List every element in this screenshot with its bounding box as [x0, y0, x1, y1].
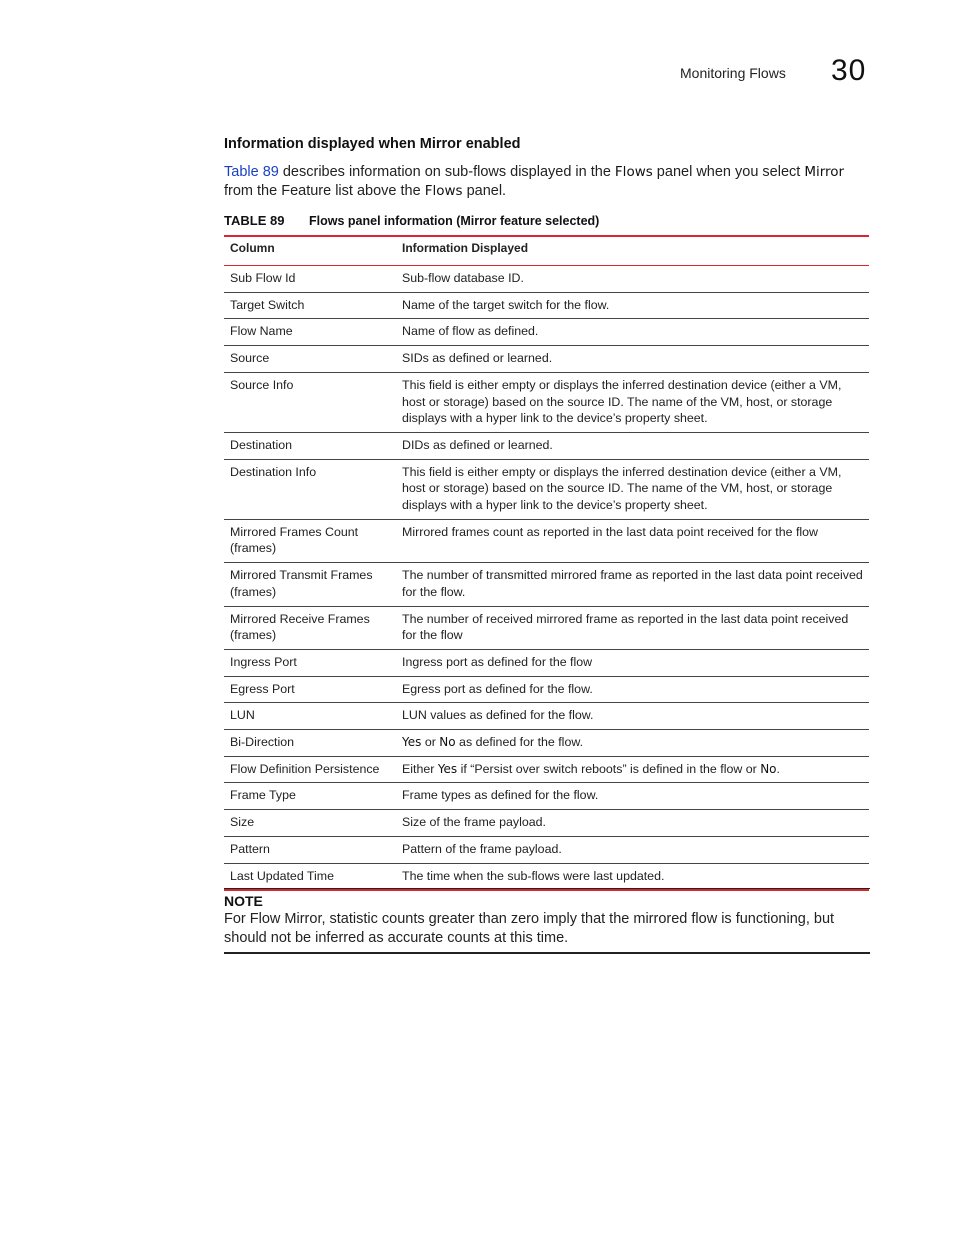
table-row — [224, 783, 869, 810]
cell-text: as defined for the flow. — [455, 735, 584, 750]
table-cell: Size — [224, 810, 396, 837]
intro-paragraph — [224, 163, 870, 201]
table-cell — [396, 756, 869, 783]
table-row — [224, 372, 869, 432]
table-row — [224, 730, 869, 757]
table-row — [224, 432, 869, 459]
table-row — [224, 346, 869, 373]
table-cell: Pattern of the frame payload. — [396, 836, 869, 863]
table-row — [224, 810, 869, 837]
chapter-number: 30 — [831, 54, 867, 87]
table-cell: The number of transmitted mirrored frame as reported in the last data point received for the flow. — [396, 563, 869, 606]
ui-term-flows: Flows — [614, 164, 653, 180]
table-label: TABLE 89 — [224, 213, 285, 228]
table-cell: Mirrored Receive Frames (frames) — [224, 606, 396, 649]
table-row — [224, 703, 869, 730]
table-cell: Mirrored Transmit Frames (frames) — [224, 563, 396, 606]
table-caption — [224, 213, 870, 228]
ui-term-yes: Yes — [437, 761, 458, 776]
table-cell: Flow Definition Persistence — [224, 756, 396, 783]
table-cell: Destination Info — [224, 459, 396, 519]
cell-text: Either — [402, 761, 438, 776]
ui-term-mirror: Mirror — [804, 164, 845, 180]
table-cell: Size of the frame payload. — [396, 810, 869, 837]
table-cell: Pattern — [224, 836, 396, 863]
table-row — [224, 459, 869, 519]
table-cell: LUN values as defined for the flow. — [396, 703, 869, 730]
ui-term-flows: Flows — [424, 183, 463, 199]
table-row — [224, 756, 869, 783]
table-cell: Bi-Direction — [224, 730, 396, 757]
ui-term-no: No — [439, 735, 456, 750]
cell-text: or — [421, 735, 440, 750]
table-row — [224, 863, 869, 890]
table-row — [224, 266, 869, 293]
section-heading: Information displayed when Mirror enabled — [224, 136, 521, 152]
table-cell: Last Updated Time — [230, 868, 335, 883]
table-row — [224, 649, 869, 676]
table-row — [224, 676, 869, 703]
ui-term-no: No — [760, 761, 777, 776]
table-cell: Target Switch — [224, 292, 396, 319]
table-row — [224, 519, 869, 562]
table-cell: Mirrored Frames Count (frames) — [224, 519, 396, 562]
cell-text: . — [776, 761, 780, 776]
table-cell: The time when the sub-flows were last updated. — [402, 868, 665, 883]
table-row — [224, 292, 869, 319]
table-cell: This field is either empty or displays the inferred destination device (either a VM, host or storage) based on the source ID. The name of the VM, host, or storage displays with a hyper link to the device’s property sheet. — [396, 372, 869, 432]
note-label: NOTE — [224, 893, 263, 909]
ui-term-yes: Yes — [402, 735, 422, 750]
table-header-row — [224, 236, 869, 266]
table-cell: The number of received mirrored frame as reported in the last data point received for the flow — [396, 606, 869, 649]
column-header: Information Displayed — [396, 236, 869, 266]
table-row — [224, 606, 869, 649]
intro-text: panel. — [462, 183, 507, 199]
table-cell: LUN — [224, 703, 396, 730]
table-cell: Name of the target switch for the flow. — [396, 292, 869, 319]
table-cell: Destination — [224, 432, 396, 459]
flows-info-table — [224, 235, 869, 891]
table-cell: Ingress Port — [224, 649, 396, 676]
note-box — [224, 888, 870, 954]
table-row — [224, 319, 869, 346]
cell-text: if “Persist over switch reboots” is defined in the flow or — [457, 761, 761, 776]
table-cell — [396, 730, 869, 757]
running-header: Monitoring Flows — [680, 65, 786, 81]
intro-text: from the Feature list above the — [224, 183, 425, 199]
table-reference-link[interactable]: Table 89 — [224, 164, 279, 180]
table-row — [224, 836, 869, 863]
column-header: Column — [224, 236, 396, 266]
table-cell: Name of flow as defined. — [396, 319, 869, 346]
table-cell: SIDs as defined or learned. — [396, 346, 869, 373]
table-row — [224, 563, 869, 606]
table-cell: Sub Flow Id — [224, 266, 396, 293]
table-cell: Frame types as defined for the flow. — [396, 783, 869, 810]
table-caption-text: Flows panel information (Mirror feature selected) — [309, 214, 600, 228]
table-cell: This field is either empty or displays the inferred destination device (either a VM, host or storage) based on the source ID. The name of the VM, host, or storage displays with a hyper link to the device’s property sheet. — [396, 459, 869, 519]
note-text: For Flow Mirror, statistic counts greater than zero imply that the mirrored flow is functioning, but should not be inferred as accurate counts at this time. — [224, 911, 835, 946]
table-cell: Frame Type — [224, 783, 396, 810]
table-cell: Ingress port as defined for the flow — [396, 649, 869, 676]
table-cell: Source — [224, 346, 396, 373]
table-cell: Egress Port — [224, 676, 396, 703]
table-cell: Flow Name — [224, 319, 396, 346]
table-cell: Mirrored frames count as reported in the last data point received for the flow — [396, 519, 869, 562]
table-cell: Sub-flow database ID. — [396, 266, 869, 293]
table-cell: Source Info — [224, 372, 396, 432]
intro-text: describes information on sub-flows displayed in the — [278, 164, 615, 180]
table-cell: Egress port as defined for the flow. — [396, 676, 869, 703]
table-cell: DIDs as defined or learned. — [396, 432, 869, 459]
intro-text: panel when you select — [652, 164, 805, 180]
